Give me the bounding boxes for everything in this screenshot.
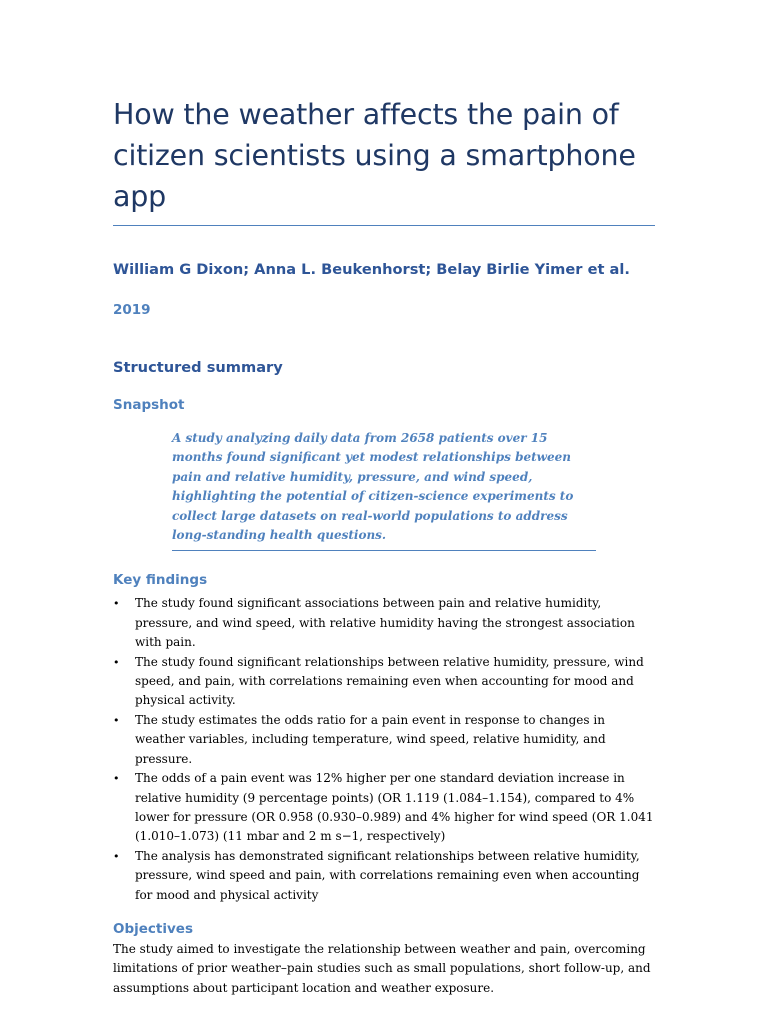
bullet-icon: • (113, 849, 120, 863)
bullet-icon: • (113, 597, 120, 611)
list-item (113, 594, 655, 652)
bullet-icon: • (113, 772, 120, 786)
list-item (113, 769, 655, 847)
snapshot-quote: A study analyzing daily data from 2658 patients over 15 months found significant yet modest relationships between pain and relative humidity, pressure, and wind speed, highlighting the potential of citizen-science experiments to collect large datasets on real-world populations to address long-standing health questions. (172, 429, 596, 551)
authors-line: William G Dixon; Anna L. Beukenhorst; Belay Birlie Yimer et al. (113, 261, 630, 278)
objectives-heading: Objectives (113, 920, 193, 937)
document-title: How the weather affects the pain of citizen scientists using a smartphone app (113, 94, 655, 226)
bullet-icon: • (113, 713, 120, 727)
finding-text: The study found significant relationships between relative humidity, pressure, wind speed, and pain, with correlations remaining even when accounting for mood and physical activity. (135, 654, 644, 708)
structured-summary-heading: Structured summary (113, 359, 283, 376)
list-item (113, 847, 655, 905)
finding-text: The study estimates the odds ratio for a pain event in response to changes in weather variables, including temperature, wind speed, relative humidity, and pressure. (135, 712, 606, 766)
document-page (113, 94, 655, 998)
list-item (113, 653, 655, 711)
list-item (113, 711, 655, 769)
finding-text: The study found significant associations between pain and relative humidity, pressure, and wind speed, with relative humidity having the strongest association with pain. (135, 596, 635, 650)
finding-text: The odds of a pain event was 12% higher per one standard deviation increase in relative humidity (9 percentage points) (OR 1.119 (1.084–1.154), compared to 4% lower for pressure (OR 0.958 (0.930–0.989) and 4% higher for wind speed (OR 1.041 (1.010–1.073) (11 mbar and 2 m s−1, respectively) (135, 771, 654, 844)
objectives-text: The study aimed to investigate the relationship between weather and pain, overcoming limitations of prior weather–pain studies such as small populations, short follow-up, and assumptions about participant location and weather exposure. (113, 941, 651, 995)
bullet-icon: • (113, 655, 120, 669)
snapshot-heading: Snapshot (113, 397, 185, 413)
finding-text: The analysis has demonstrated significant relationships between relative humidity, pressure, wind speed and pain, with correlations remaining even when accounting for mood and physical activity (135, 848, 640, 902)
publication-year: 2019 (113, 302, 151, 318)
key-findings-list (113, 594, 655, 905)
key-findings-heading: Key findings (113, 572, 208, 589)
